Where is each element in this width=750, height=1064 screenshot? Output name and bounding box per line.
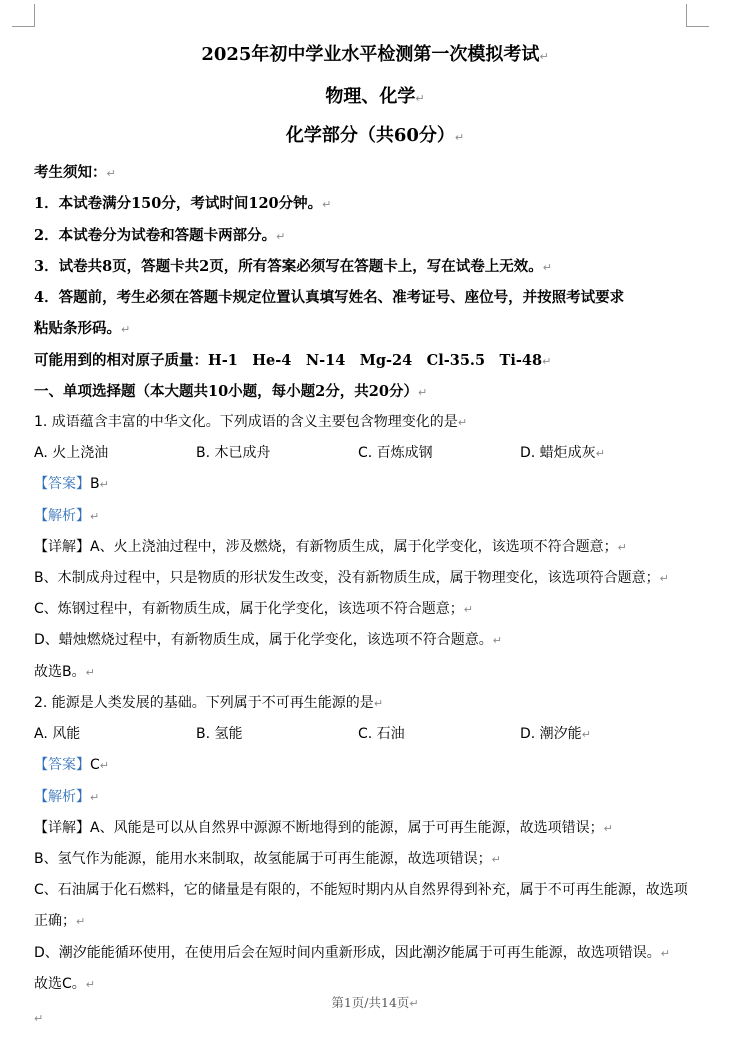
question-2-detail: 正确；↵ xyxy=(34,913,86,929)
crop-mark-top-left xyxy=(12,4,35,27)
trailing-paragraph-mark: ↵ xyxy=(34,1012,44,1025)
question-2-detail: B、氢气作为能源，能用水来制取，故氢能属于可再生能源，故选项错误；↵ xyxy=(34,851,501,867)
notice-item: 3．试卷共8页，答题卡共2页，所有答案必须写在答题卡上，写在试卷上无效。↵ xyxy=(34,258,552,275)
option-b: B. 氢能 xyxy=(196,726,243,742)
exam-part: 化学部分（共60分）↵ xyxy=(285,125,465,146)
option-a: A. 火上浇油 xyxy=(34,445,109,461)
question-2-analysis: 【解析】↵ xyxy=(34,789,100,805)
question-1-detail: D、蜡烛燃烧过程中，有新物质生成，属于化学变化，该选项不符合题意。↵ xyxy=(34,632,502,648)
page-footer: 第1页/共14页↵ xyxy=(331,995,419,1010)
question-2-stem: 2. 能源是人类发展的基础。下列属于不可再生能源的是↵ xyxy=(34,695,384,711)
question-1-conclusion: 故选B。↵ xyxy=(34,664,95,680)
question-2-conclusion: 故选C。↵ xyxy=(34,976,95,992)
notice-heading: 考生须知：↵ xyxy=(34,164,116,181)
question-1-analysis: 【解析】↵ xyxy=(34,508,100,524)
question-1-detail: C、炼钢过程中，有新物质生成，属于化学变化，该选项不符合题意；↵ xyxy=(34,601,473,617)
question-2-detail: 【详解】A、风能是可以从自然界中源源不断地得到的能源，属于可再生能源，故选项错误；↵ xyxy=(34,820,613,836)
question-2-options: A. 风能 B. 氢能 C. 石油 D. 潮汐能↵ xyxy=(34,723,591,743)
question-1-detail: B、木制成舟过程中，只是物质的形状发生改变，没有新物质生成，属于物理变化，该选项符合题意；↵ xyxy=(34,570,669,586)
notice-item: 4．答题前，考生必须在答题卡规定位置认真填写姓名、准考证号、座位号，并按照考试要求 xyxy=(34,289,625,306)
option-b: B. 木已成舟 xyxy=(196,445,271,461)
notice-item: 粘贴条形码。↵ xyxy=(34,320,131,337)
crop-mark-top-right xyxy=(686,4,709,27)
section-title: 一、单项选择题（本大题共10小题，每小题2分，共20分）↵ xyxy=(34,383,428,400)
question-2-answer: 【答案】C↵ xyxy=(34,757,109,773)
option-d: D. 潮汐能 xyxy=(520,726,582,742)
question-1-answer: 【答案】B↵ xyxy=(34,476,109,492)
option-a: A. 风能 xyxy=(34,726,81,742)
atomic-masses: 可能用到的相对原子质量：H-1 He-4 N-14 Mg-24 Cl-35.5 Ti-48↵ xyxy=(34,352,552,369)
question-1-stem: 1. 成语蕴含丰富的中华文化。下列成语的含义主要包含物理变化的是↵ xyxy=(34,414,468,430)
question-1-detail: 【详解】A、火上浇油过程中，涉及燃烧，有新物质生成，属于化学变化，该选项不符合题意；↵ xyxy=(34,539,627,555)
notice-item: 1．本试卷满分150分，考试时间120分钟。↵ xyxy=(34,195,332,212)
question-1-options: A. 火上浇油 B. 木已成舟 C. 百炼成钢 D. 蜡炬成灰↵ xyxy=(34,442,605,462)
question-2-detail: D、潮汐能能循环使用，在使用后会在短时间内重新形成，因此潮汐能属于可再生能源，故选项错误。↵ xyxy=(34,945,670,961)
question-2-detail: C、石油属于化石燃料，它的储量是有限的，不能短时期内从自然界得到补充，属于不可再生能源，故选项 xyxy=(34,882,688,898)
option-d: D. 蜡炬成灰 xyxy=(520,445,596,461)
exam-subject: 物理、化学↵ xyxy=(325,86,425,107)
option-c: C. 石油 xyxy=(358,726,405,742)
option-c: C. 百炼成钢 xyxy=(358,445,433,461)
notice-item: 2．本试卷分为试卷和答题卡两部分。↵ xyxy=(34,227,286,244)
exam-title: 2025年初中学业水平检测第一次模拟考试↵ xyxy=(201,44,549,65)
